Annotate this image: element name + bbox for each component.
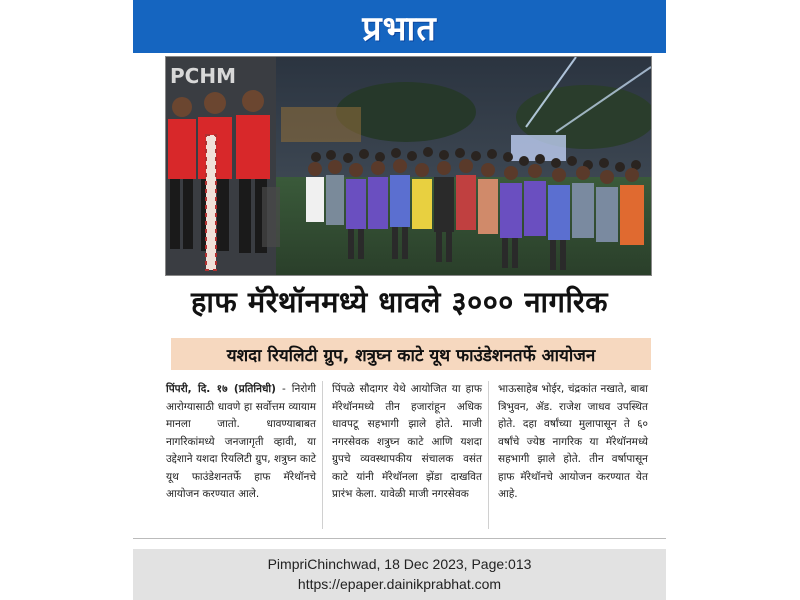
banner-text: PCHM xyxy=(170,64,236,88)
dateline: पिंपरी, दि. १७ (प्रतिनिधी) xyxy=(166,383,276,395)
newspaper-logo: प्रभात xyxy=(362,8,437,49)
column-divider xyxy=(322,381,323,529)
headline: हाफ मॅरेथॉनमध्ये धावले ३००० नागरिक xyxy=(190,285,609,319)
subheadline: यशदा रियलिटी ग्रुप, शत्रुघ्न काटे यूथ फाउंडेशनतर्फे आयोजन xyxy=(226,345,596,366)
marathon-photo-illustration xyxy=(166,57,651,275)
newspaper-clipping xyxy=(133,0,666,600)
footer xyxy=(133,549,666,600)
subheadline-banner xyxy=(171,338,651,370)
epaper-url[interactable]: https://epaper.dainikprabhat.com xyxy=(297,576,502,592)
marathon-photo xyxy=(165,56,652,276)
article-column-3 xyxy=(498,381,648,504)
masthead xyxy=(133,0,666,53)
article-text-2: पिंपळे सौदागर येथे आयोजित या हाफ मॅरेथॉनमध्ये तीन हजारांहून अधिक धावपटू सहभागी झाले होते. माजी नगरसेवक शत्रुघ्न काटे आणि यशदा ग्रुपचे व्यवस्थापकीय संचालक वसंत काटे यांनी मॅरेथॉनला झेंडा दाखवित प्रारंभ केला. यावेळी माजी नगरसेवक xyxy=(332,383,482,500)
article-text-1: - निरोगी आरोग्यासाठी धावणे हा सर्वोत्तम व्यायाम मानला जातो. धावण्याबाबत नागरिकांमध्ये जनजागृती व्हावी, या उद्देशाने यशदा रियलिटी ग्रुप, शत्रुघ्न काटे यूथ फाउंडेशनतर्फे हाफ मॅरेथॉनचे आयोजन करण्यात आले. xyxy=(166,383,316,500)
article-column-2 xyxy=(332,381,482,504)
edition-info: PimpriChinchwad, 18 Dec 2023, Page:013 xyxy=(267,556,532,572)
article-text-3: भाऊसाहेब भोईर, चंद्रकांत नखाते, बाबा त्रिभुवन, ॲड. राजेश जाधव उपस्थित होते. दहा वर्षांच्या मुलापासून ते ६० वर्षांचे ज्येष्ठ नागरिक या मॅरेथॉनमध्ये सहभागी झाले होते. तीन वर्षापासून हाफ मॅरेथॉनचे आयोजन करण्यात येत आहे. xyxy=(498,383,648,500)
footer-rule xyxy=(133,538,666,539)
article-column-1 xyxy=(166,381,316,504)
column-divider xyxy=(488,381,489,529)
